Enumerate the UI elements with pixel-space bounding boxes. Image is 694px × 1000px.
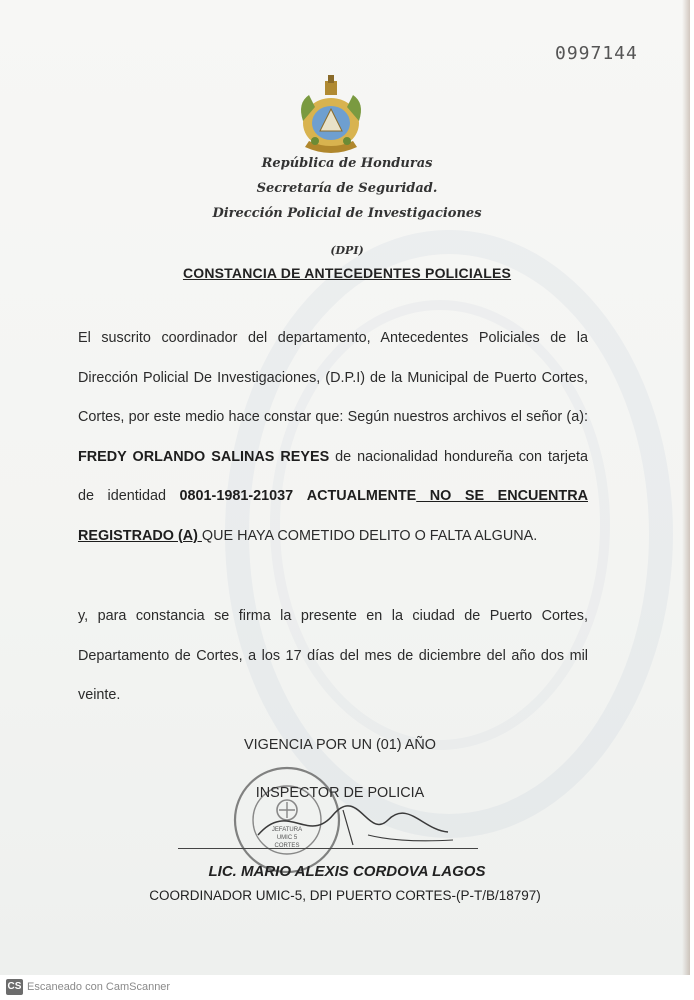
seal-line-3: CORTES [274, 843, 300, 849]
seal-line-1: JEFATURA [271, 827, 303, 833]
body-nationality-text: de nacionalidad hondureña con tarjeta de identidad [78, 448, 588, 504]
header-directorate: Dirección Policial de Investigaciones [212, 206, 482, 221]
scanner-label: Escaneado con CamScanner [27, 981, 171, 993]
closing-paragraph: y, para constancia se firma la presente en la ciudad de Puerto Cortes, Departamento de Cortes, a los 17 días del mes de diciembre del año dos mil veinte. [78, 608, 588, 703]
header-republic: República de Honduras [261, 156, 433, 171]
seal-line-2: UMIC 5 [276, 835, 298, 841]
certificate-body [78, 319, 588, 556]
header-acronym: (DPI) [330, 244, 364, 257]
status-prefix: ACTUALMENTE [306, 488, 417, 504]
body-intro-text: El suscrito coordinador del departamento, Antecedentes Policiales de la Dirección Policial De Investigaciones, (D.P.I) de la Municipal de Puerto Cortes, Cortes, por este medio hace constar que: Según nuestros archivos el señor (a): [78, 330, 588, 425]
signature-line [178, 848, 478, 849]
inspector-title: INSPECTOR DE POLICIA [255, 785, 425, 801]
validity-statement: VIGENCIA POR UN (01) AÑO [244, 737, 436, 753]
signatory-role: COORDINADOR UMIC-5, DPI PUERTO CORTES-(P-T/B/18797) [149, 888, 541, 903]
id-number: 0801-1981-21037 [179, 488, 294, 504]
handwritten-signature-icon [248, 790, 458, 850]
honduras-coat-of-arms-icon [295, 73, 367, 155]
serial-number: 0997144 [555, 43, 638, 64]
header-ministry: Secretaría de Seguridad. [256, 181, 438, 196]
person-name: FREDY ORLANDO SALINAS REYES [78, 448, 330, 465]
status-suffix: QUE HAYA COMETIDO DELITO O FALTA ALGUNA. [201, 527, 538, 544]
status-not-registered: NO SE ENCUENTRA REGISTRADO (A) [78, 488, 588, 544]
document-title: CONSTANCIA DE ANTECEDENTES POLICIALES [182, 265, 512, 281]
signatory-name: LIC. MARIO ALEXIS CORDOVA LAGOS [208, 863, 486, 880]
camscanner-logo-icon: CS [6, 979, 23, 995]
